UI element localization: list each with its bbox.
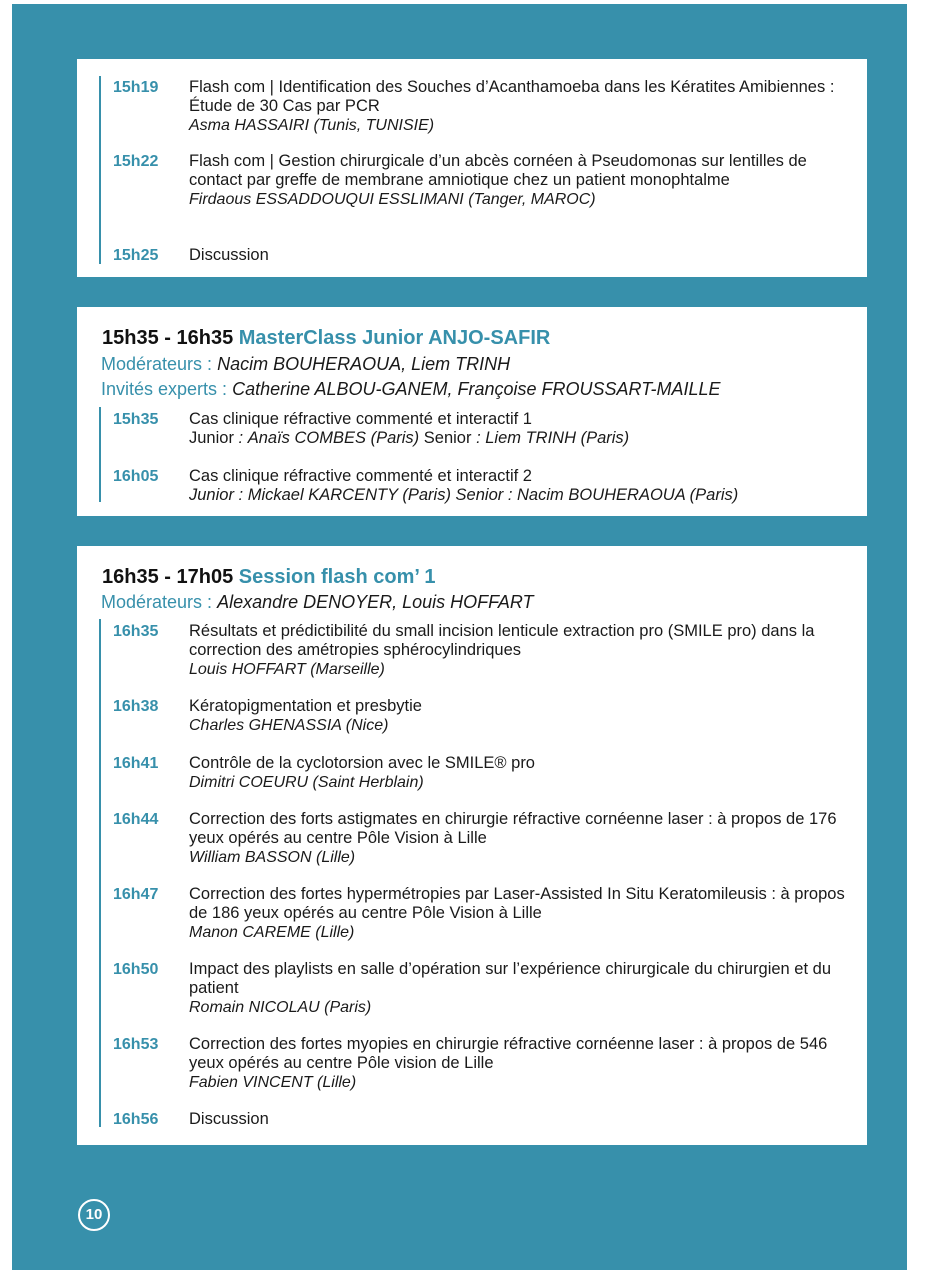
item-author: Charles GHENASSIA (Nice) xyxy=(189,717,389,734)
item-title: Correction des forts astigmates en chirurgie réfractive cornéenne laser : à propos de 176 yeux opérés au centre Pôle Vision à Lille xyxy=(189,810,837,847)
program-item xyxy=(101,152,867,209)
item-title: Kératopigmentation et presbytie xyxy=(189,697,422,715)
program-item xyxy=(101,1110,867,1129)
program-item xyxy=(101,754,867,792)
item-time: 16h35 xyxy=(113,623,159,640)
item-time: 16h50 xyxy=(113,961,159,978)
item-author: Dimitri COEURU (Saint Herblain) xyxy=(189,774,424,791)
experts-label: Invités experts : xyxy=(101,379,228,399)
item-author: Firdaous ESSADDOUQUI ESSLIMANI (Tanger, MAROC) xyxy=(189,191,596,208)
junior-label: Junior xyxy=(189,429,234,447)
program-item xyxy=(101,410,867,448)
page-number: 10 xyxy=(78,1199,110,1231)
item-time: 16h47 xyxy=(113,886,159,903)
item-author: William BASSON (Lille) xyxy=(189,849,356,866)
senior-separator: : xyxy=(503,486,513,504)
program-item xyxy=(101,467,867,505)
senior-name: Liem TRINH (Paris) xyxy=(485,429,630,447)
session-title xyxy=(102,327,550,350)
program-item xyxy=(101,78,867,135)
item-author: Manon CAREME (Lille) xyxy=(189,924,355,941)
item-title: Correction des fortes hypermétropies par Laser-Assisted In Situ Keratomileusis : à propos de 186 yeux opérés au centre Pôle Vision à Lille xyxy=(189,885,845,922)
session-card-2 xyxy=(77,307,867,516)
program-list xyxy=(99,76,867,264)
item-title: Discussion xyxy=(189,246,269,264)
item-time: 16h05 xyxy=(113,468,159,485)
senior-separator: : xyxy=(471,429,481,447)
junior-name: Mickael KARCENTY (Paris) xyxy=(247,486,451,504)
item-time: 15h22 xyxy=(113,153,159,170)
program-item xyxy=(101,622,867,679)
experts-names: Catherine ALBOU-GANEM, Françoise FROUSSART-MAILLE xyxy=(232,379,721,399)
moderators-line xyxy=(101,592,534,613)
item-time: 16h44 xyxy=(113,811,159,828)
item-time: 15h35 xyxy=(113,411,159,428)
item-title: Correction des fortes myopies en chirurgie réfractive cornéenne laser : à propos de 546 yeux opérés au centre Pôle vision de Lille xyxy=(189,1035,828,1072)
item-author: Louis HOFFART (Marseille) xyxy=(189,661,385,678)
item-author: Romain NICOLAU (Paris) xyxy=(189,999,372,1016)
item-participants xyxy=(189,429,857,448)
item-time: 15h19 xyxy=(113,79,159,96)
program-item xyxy=(101,1035,867,1092)
item-time: 16h41 xyxy=(113,755,159,772)
item-author: Asma HASSAIRI (Tunis, TUNISIE) xyxy=(189,117,435,134)
item-time: 16h38 xyxy=(113,698,159,715)
junior-separator: : xyxy=(233,486,244,504)
item-title: Impact des playlists en salle d’opération sur l’expérience chirurgicale du chirurgien et du patient xyxy=(189,960,832,997)
item-title: Résultats et prédictibilité du small incision lenticule extraction pro (SMILE pro) dans la correction des amétropies sphérocylindriques xyxy=(189,622,815,659)
moderators-names: Nacim BOUHERAOUA, Liem TRINH xyxy=(217,354,511,374)
session-card-3 xyxy=(77,546,867,1145)
session-name: MasterClass Junior ANJO-SAFIR xyxy=(238,327,551,349)
item-title: Cas clinique réfractive commenté et interactif 1 xyxy=(189,410,532,428)
senior-name: Nacim BOUHERAOUA (Paris) xyxy=(517,486,739,504)
item-title: Contrôle de la cyclotorsion avec le SMILE® pro xyxy=(189,754,535,772)
program-item xyxy=(101,697,867,735)
session-time-range: 15h35 - 16h35 xyxy=(102,327,234,349)
program-list xyxy=(99,407,867,502)
item-author: Fabien VINCENT (Lille) xyxy=(189,1074,357,1091)
program-item xyxy=(101,960,867,1017)
program-item xyxy=(101,810,867,867)
senior-label: Senior xyxy=(455,486,504,504)
item-title: Discussion xyxy=(189,1110,269,1128)
session-time-range: 16h35 - 17h05 xyxy=(102,566,234,588)
item-title: Flash com | Identification des Souches d’Acanthamoeba dans les Kératites Amibiennes : Étude de 30 Cas par PCR xyxy=(189,78,835,115)
moderators-label: Modérateurs : xyxy=(101,354,213,374)
item-time: 15h25 xyxy=(113,247,159,264)
session-card-1 xyxy=(77,59,867,277)
session-name: Session flash com’ 1 xyxy=(238,566,436,588)
experts-line xyxy=(101,379,721,400)
junior-separator: : xyxy=(233,429,244,447)
session-title xyxy=(102,566,436,589)
item-title: Flash com | Gestion chirurgicale d’un abcès cornéen à Pseudomonas sur lentilles de contact par greffe de membrane amniotique chez un patient monophtalme xyxy=(189,152,807,189)
junior-label: Junior xyxy=(189,486,234,504)
junior-name: Anaïs COMBES (Paris) xyxy=(247,429,420,447)
senior-label: Senior xyxy=(423,429,472,447)
program-list xyxy=(99,619,867,1127)
item-participants xyxy=(189,486,857,505)
moderators-line xyxy=(101,354,510,375)
item-time: 16h53 xyxy=(113,1036,159,1053)
moderators-label: Modérateurs : xyxy=(101,592,213,612)
moderators-names: Alexandre DENOYER, Louis HOFFART xyxy=(217,592,534,612)
program-item xyxy=(101,246,867,265)
program-item xyxy=(101,885,867,942)
item-title: Cas clinique réfractive commenté et interactif 2 xyxy=(189,467,532,485)
item-time: 16h56 xyxy=(113,1111,159,1128)
